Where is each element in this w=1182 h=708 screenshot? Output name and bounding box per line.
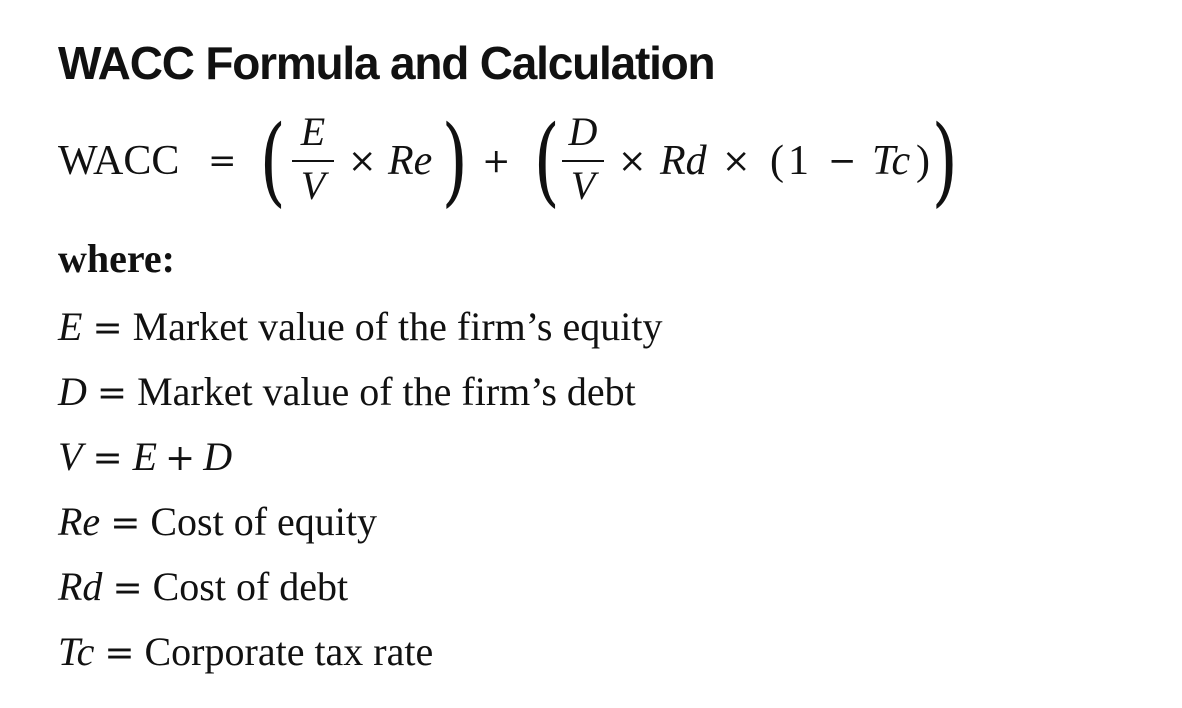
formula-one: 1 <box>788 138 809 184</box>
definition-text: Cost of equity <box>150 499 378 544</box>
definition-equals: = <box>110 503 141 544</box>
formula-lhs: WACC <box>58 138 180 184</box>
definition-symbol: V <box>58 434 83 479</box>
definition-v <box>58 424 1162 489</box>
formula-times-2: × <box>618 141 647 181</box>
formula-re: Re <box>388 138 433 184</box>
definition-re <box>58 489 1162 554</box>
fraction-bar <box>292 160 334 162</box>
definition-symbol: D <box>58 369 87 414</box>
definitions-list <box>58 294 1162 684</box>
definition-d <box>58 359 1162 424</box>
formula-rd: Rd <box>660 138 707 184</box>
fraction-numerator: E <box>300 109 326 154</box>
formula-plus: + <box>482 141 511 181</box>
where-label: where: <box>58 236 175 281</box>
formula-minus: − <box>828 141 857 181</box>
definition-equals: = <box>92 438 123 479</box>
definition-rd <box>58 554 1162 619</box>
formula-open-paren-1: ( <box>259 105 286 217</box>
definition-text: Market value of the firm’s debt <box>137 369 636 414</box>
definition-text: Cost of debt <box>152 564 349 609</box>
formula-inner-open-paren: ( <box>770 138 784 184</box>
fraction-denominator: V <box>570 163 596 208</box>
definition-equals: = <box>112 568 143 609</box>
fraction-d-over-v <box>558 108 608 214</box>
document <box>58 34 1162 684</box>
definition-text: Market value of the firm’s equity <box>132 304 663 349</box>
formula-open-paren-2: ( <box>533 105 560 217</box>
definition-text: Corporate tax rate <box>144 629 434 674</box>
definition-symbol: Rd <box>58 564 103 609</box>
wacc-formula <box>58 102 1162 220</box>
formula-close-paren-2: ) <box>931 105 958 217</box>
formula-tc: Tc <box>872 138 911 184</box>
formula-close-paren-1: ) <box>441 105 468 217</box>
formula-times-3: × <box>722 141 751 181</box>
definition-symbol: E <box>58 304 83 349</box>
page-title: WACC Formula and Calculation <box>58 37 715 89</box>
formula-inner-close-paren: ) <box>916 138 930 184</box>
definition-symbol: Re <box>58 499 101 544</box>
definition-e <box>58 294 1162 359</box>
formula-equals: = <box>208 141 237 181</box>
definition-expr-left: E <box>132 434 158 479</box>
definition-equals: = <box>92 308 123 349</box>
formula-times-1: × <box>348 141 377 181</box>
fraction-bar <box>562 160 604 162</box>
definition-equals: = <box>104 633 135 674</box>
definition-tc <box>58 619 1162 684</box>
fraction-e-over-v <box>288 108 338 214</box>
fraction-numerator: D <box>568 109 598 154</box>
definition-symbol: Tc <box>58 629 95 674</box>
definition-expr-right: D <box>203 434 233 479</box>
fraction-denominator: V <box>300 163 326 208</box>
definition-plus: + <box>165 438 196 479</box>
definition-equals: = <box>96 373 128 414</box>
